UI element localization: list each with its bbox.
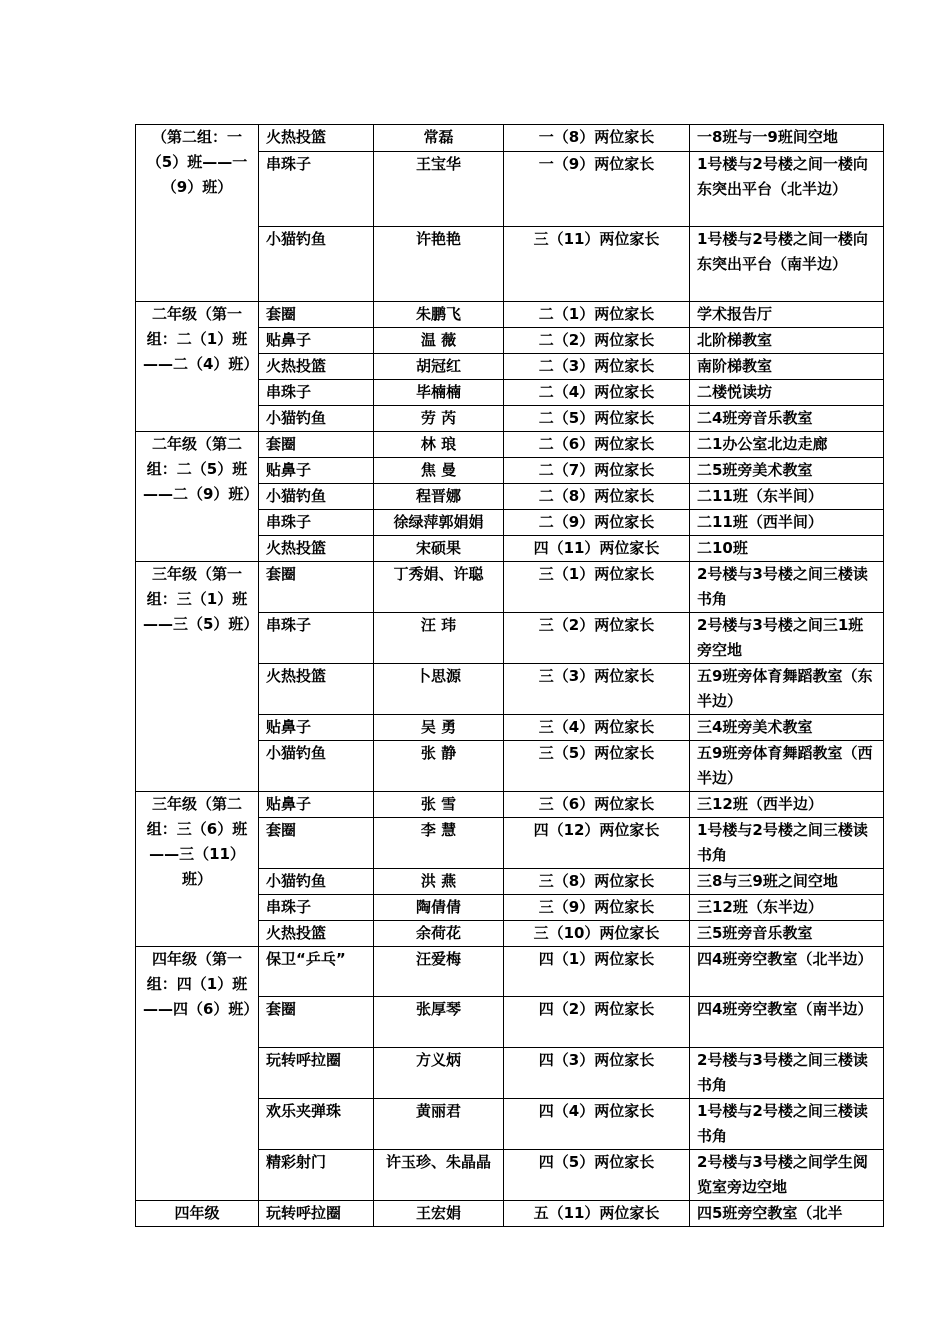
activity-cell: 套圈 [259,562,374,613]
teacher-cell: 许艳艳 [374,227,504,302]
parents-cell: 三（8）两位家长 [504,869,690,895]
parents-cell: 三（9）两位家长 [504,895,690,921]
activity-cell: 火热投篮 [259,125,374,152]
teacher-cell: 丁秀娟、许聪 [374,562,504,613]
activity-cell: 欢乐夹弹珠 [259,1099,374,1150]
parents-cell: 二（4）两位家长 [504,380,690,406]
parents-cell: 四（12）两位家长 [504,818,690,869]
location-cell: 2号楼与3号楼之间学生阅览室旁边空地 [690,1150,884,1201]
table-row [136,1201,884,1227]
parents-cell: 三（1）两位家长 [504,562,690,613]
parents-cell: 四（5）两位家长 [504,1150,690,1201]
location-cell: 四5班旁空教室（北半 [690,1201,884,1227]
location-cell: 1号楼与2号楼之间一楼向东突出平台（北半边） [690,152,884,227]
group-label: 三年级（第一组：三（1）班——三（5）班） [136,562,259,792]
teacher-cell: 洪 燕 [374,869,504,895]
group-label: 三年级（第二组：三（6）班——三（11）班） [136,792,259,947]
location-cell: 二11班（东半间） [690,484,884,510]
teacher-cell: 劳 芮 [374,406,504,432]
activity-cell: 串珠子 [259,613,374,664]
parents-cell: 三（11）两位家长 [504,227,690,302]
activity-cell: 火热投篮 [259,921,374,947]
teacher-cell: 常磊 [374,125,504,152]
activity-cell: 保卫“乒乓” [259,947,374,997]
parents-cell: 二（6）两位家长 [504,432,690,458]
location-cell: 二5班旁美术教室 [690,458,884,484]
activity-cell: 串珠子 [259,152,374,227]
location-cell: 2号楼与3号楼之间三1班旁空地 [690,613,884,664]
location-cell: 三4班旁美术教室 [690,715,884,741]
table-row [136,302,884,328]
parents-cell: 二（7）两位家长 [504,458,690,484]
parents-cell: 四（1）两位家长 [504,947,690,997]
activity-cell: 小猫钓鱼 [259,406,374,432]
activity-cell: 套圈 [259,818,374,869]
teacher-cell: 吴 勇 [374,715,504,741]
location-cell: 2号楼与3号楼之间三楼读书角 [690,562,884,613]
group-label: 二年级（第一组：二（1）班——二（4）班） [136,302,259,432]
location-cell: 三5班旁音乐教室 [690,921,884,947]
teacher-cell: 张 雪 [374,792,504,818]
parents-cell: 三（10）两位家长 [504,921,690,947]
parents-cell: 二（9）两位家长 [504,510,690,536]
parents-cell: 三（4）两位家长 [504,715,690,741]
parents-cell: 三（2）两位家长 [504,613,690,664]
parents-cell: 四（3）两位家长 [504,1048,690,1099]
teacher-cell: 焦 曼 [374,458,504,484]
teacher-cell: 陶倩倩 [374,895,504,921]
parents-cell: 二（3）两位家长 [504,354,690,380]
parents-cell: 三（3）两位家长 [504,664,690,715]
location-cell: 一8班与一9班间空地 [690,125,884,152]
activity-cell: 精彩射门 [259,1150,374,1201]
parents-cell: 三（6）两位家长 [504,792,690,818]
location-cell: 三12班（西半边） [690,792,884,818]
activity-cell: 串珠子 [259,510,374,536]
parents-cell: 二（2）两位家长 [504,328,690,354]
teacher-cell: 黄丽君 [374,1099,504,1150]
activity-cell: 套圈 [259,432,374,458]
location-cell: 二1办公室北边走廊 [690,432,884,458]
location-cell: 学术报告厅 [690,302,884,328]
teacher-cell: 徐绿萍郭娟娟 [374,510,504,536]
location-cell: 五9班旁体育舞蹈教室（西半边） [690,741,884,792]
activity-cell: 贴鼻子 [259,458,374,484]
group-label: 四年级（第一组：四（1）班——四（6）班） [136,947,259,1201]
activity-cell: 贴鼻子 [259,715,374,741]
teacher-cell: 汪爱梅 [374,947,504,997]
table-row [136,947,884,997]
teacher-cell: 卜思源 [374,664,504,715]
location-cell: 二11班（西半间） [690,510,884,536]
parents-cell: 五（11）两位家长 [504,1201,690,1227]
teacher-cell: 汪 玮 [374,613,504,664]
teacher-cell: 李 慧 [374,818,504,869]
teacher-cell: 胡冠红 [374,354,504,380]
teacher-cell: 余荷花 [374,921,504,947]
teacher-cell: 张厚琴 [374,997,504,1048]
parents-cell: 一（8）两位家长 [504,125,690,152]
activity-cell: 套圈 [259,997,374,1048]
activity-cell: 小猫钓鱼 [259,741,374,792]
activity-cell: 串珠子 [259,380,374,406]
parents-cell: 二（8）两位家长 [504,484,690,510]
activity-cell: 套圈 [259,302,374,328]
teacher-cell: 温 薇 [374,328,504,354]
activity-cell: 贴鼻子 [259,792,374,818]
activity-cell: 玩转呼拉圈 [259,1048,374,1099]
teacher-cell: 张 静 [374,741,504,792]
location-cell: 1号楼与2号楼之间三楼读书角 [690,818,884,869]
parents-cell: 一（9）两位家长 [504,152,690,227]
teacher-cell: 毕楠楠 [374,380,504,406]
location-cell: 1号楼与2号楼之间三楼读书角 [690,1099,884,1150]
parents-cell: 三（5）两位家长 [504,741,690,792]
activity-cell: 贴鼻子 [259,328,374,354]
teacher-cell: 林 琅 [374,432,504,458]
activity-cell: 小猫钓鱼 [259,484,374,510]
location-cell: 1号楼与2号楼之间一楼向东突出平台（南半边） [690,227,884,302]
teacher-cell: 许玉珍、朱晶晶 [374,1150,504,1201]
group-label: 四年级 [136,1201,259,1227]
teacher-cell: 方义炳 [374,1048,504,1099]
parents-cell: 四（2）两位家长 [504,997,690,1048]
teacher-cell: 王宏娟 [374,1201,504,1227]
teacher-cell: 宋硕果 [374,536,504,562]
teacher-cell: 朱鹏飞 [374,302,504,328]
group-label: 二年级（第二组：二（5）班——二（9）班） [136,432,259,562]
teacher-cell: 程晋娜 [374,484,504,510]
teacher-cell: 王宝华 [374,152,504,227]
activity-cell: 小猫钓鱼 [259,869,374,895]
location-cell: 四4班旁空教室（北半边） [690,947,884,997]
location-cell: 北阶梯教室 [690,328,884,354]
table-row [136,432,884,458]
activity-cell: 小猫钓鱼 [259,227,374,302]
location-cell: 四4班旁空教室（南半边） [690,997,884,1048]
parents-cell: 四（4）两位家长 [504,1099,690,1150]
activity-cell: 火热投篮 [259,664,374,715]
table-row [136,562,884,613]
group-label: （第二组：一（5）班——一（9）班） [136,125,259,302]
parents-cell: 四（11）两位家长 [504,536,690,562]
location-cell: 二4班旁音乐教室 [690,406,884,432]
table-row [136,125,884,152]
location-cell: 二楼悦读坊 [690,380,884,406]
activity-schedule-table [135,124,884,1227]
activity-cell: 火热投篮 [259,354,374,380]
location-cell: 三12班（东半边） [690,895,884,921]
location-cell: 二10班 [690,536,884,562]
location-cell: 五9班旁体育舞蹈教室（东半边） [690,664,884,715]
activity-cell: 火热投篮 [259,536,374,562]
activity-cell: 玩转呼拉圈 [259,1201,374,1227]
location-cell: 南阶梯教室 [690,354,884,380]
location-cell: 2号楼与3号楼之间三楼读书角 [690,1048,884,1099]
parents-cell: 二（5）两位家长 [504,406,690,432]
location-cell: 三8与三9班之间空地 [690,869,884,895]
activity-cell: 串珠子 [259,895,374,921]
parents-cell: 二（1）两位家长 [504,302,690,328]
table-row [136,792,884,818]
